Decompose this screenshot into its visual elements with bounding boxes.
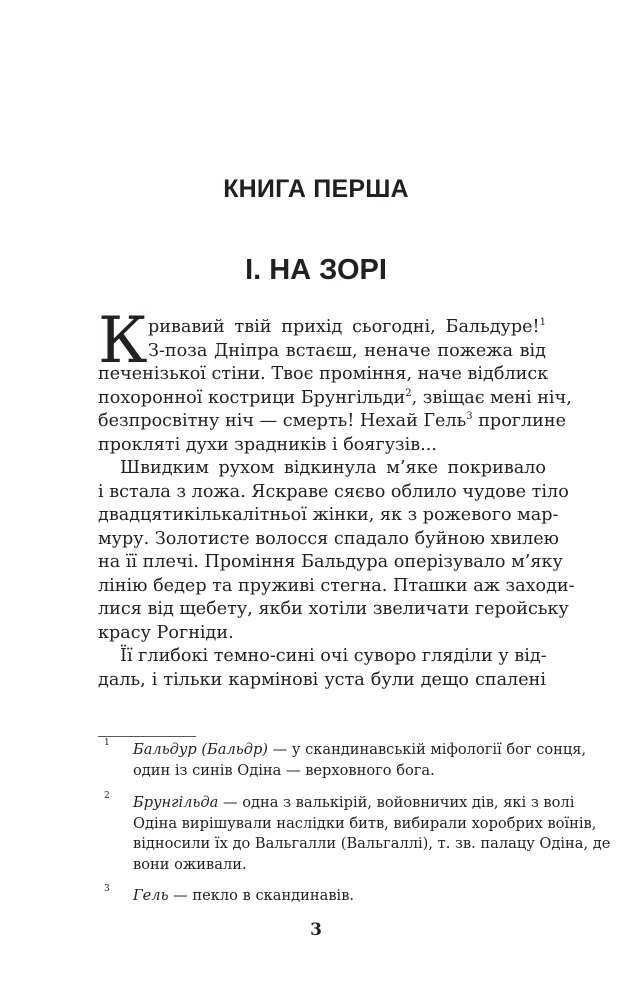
text-line: Швидким рухом відкинула м’яке покривало [120, 458, 546, 478]
footnote-divider [98, 736, 196, 737]
footnote-3: 3 Гель — пекло в скандинавів. [104, 884, 355, 904]
text-line: муру. Золотисте волосся спадало буйною хвилею [98, 528, 559, 549]
text-line: ривавий твій прихід сьогодні, Бальдуре!$^1$ [148, 317, 546, 337]
text-line: З-поза Дніпра встаєш, неначе пожежа від [148, 340, 546, 361]
drop-cap: К [98, 304, 148, 378]
text-line: даль, і тільки кармінові уста були дещо спалені [98, 669, 546, 690]
text-line: на її плечі. Проміння Бальдура оперізувало м’яку [98, 552, 563, 572]
text-line: печенізької стіни. Твоє проміння, наче відблиск [98, 364, 549, 384]
book-title: КНИГА ПЕРША [223, 175, 409, 203]
page-number: 3 [310, 920, 322, 940]
text-line: лінію бедер та пруживі стегна. Пташки аж заходи- [98, 575, 575, 596]
text-line: двадцятикількалітньої жінки, як з рожевого мар- [98, 505, 559, 525]
chapter-title: І. НА ЗОРІ [245, 254, 387, 286]
text-line: безпросвітну ніч — смерть! Нехай Гель$^3$ проглине [98, 411, 567, 431]
text-line: і встала з ложа. Яскраве сяєво облило чудове тіло [98, 481, 569, 502]
text-line: красу Рогніди. [98, 622, 234, 643]
text-line: прокляті духи зрадників і боягузів... [98, 434, 437, 455]
footnote-2: 2 Брунгільда — одна з валькірій, войовничих дів, які з волі Одіна вирішували наслідки битв, вибирали хоробрих воїнів, відносили їх до Вальгалли (Вальгаллі), т. зв. палацу Одіна, де вони оживали. [104, 791, 611, 873]
text-line: Її глибокі темно-сині очі суворо гляділи у від- [120, 646, 547, 666]
text-line: похоронної кострици Брунгільди$^2$, звіщає мені ніч, [98, 387, 572, 408]
footnote-1: 1 Бальдур (Бальдр) — у скандинавській міфології бог сонця, один із синів Одіна — верховного бога. [104, 738, 587, 779]
text-line: лися від щебету, якби хотіли звеличати геройську [98, 599, 569, 619]
footnote-ref: 1 [539, 317, 546, 329]
body-text [98, 304, 575, 692]
